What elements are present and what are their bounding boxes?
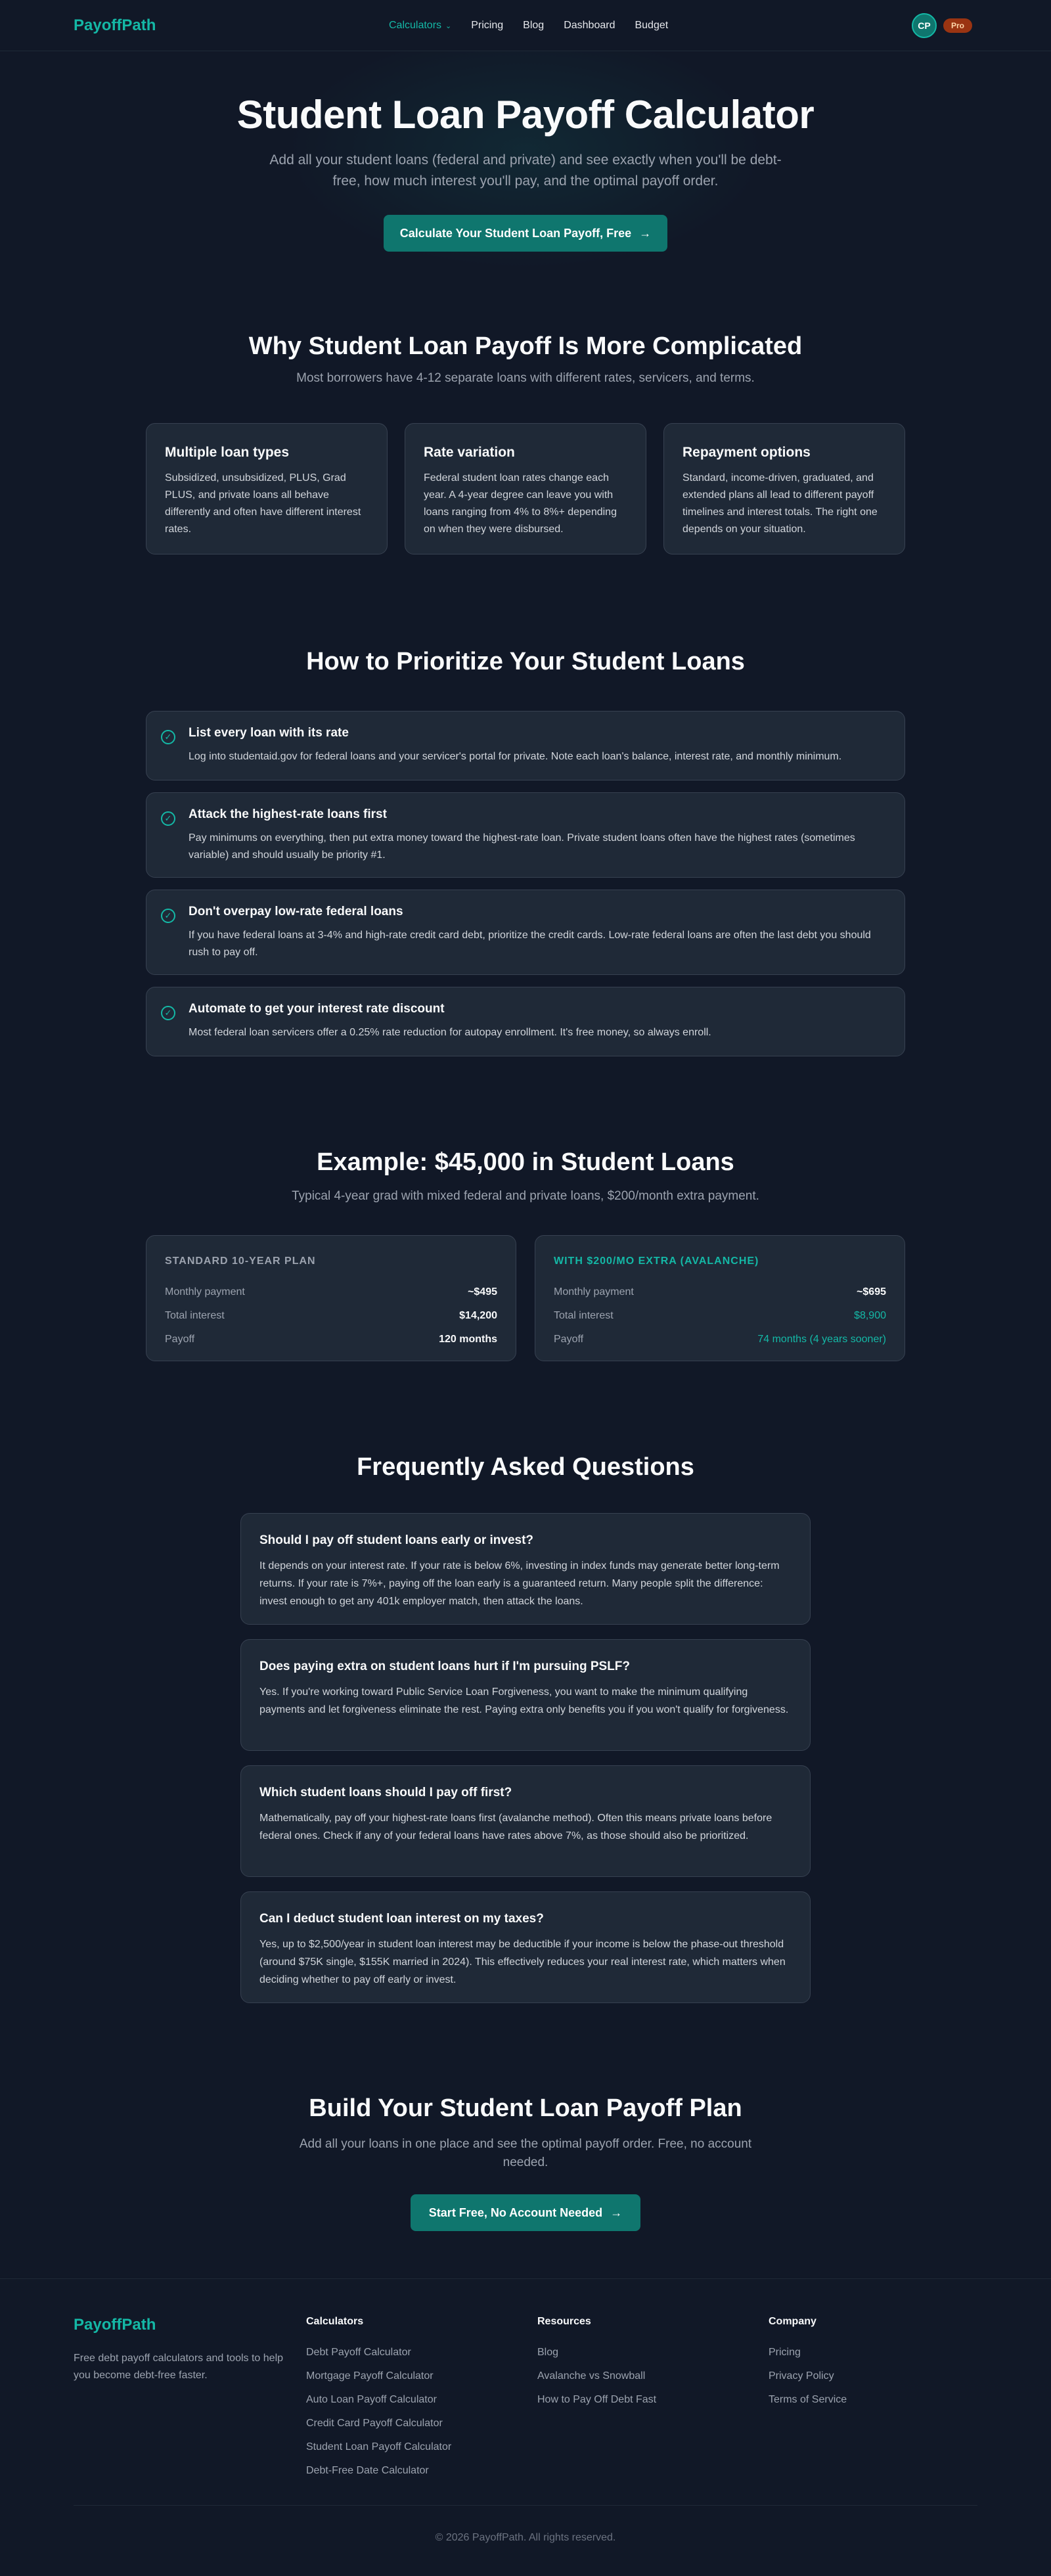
cta-subtitle: Add all your loans in one place and see the optimal payoff order. Free, no account needed. <box>299 2137 752 2169</box>
faq-title: Frequently Asked Questions <box>357 1453 694 1481</box>
plan-card-avalanche <box>535 1235 905 1361</box>
nav-account <box>912 0 972 51</box>
nav-links <box>389 0 668 51</box>
arrow-right-icon: → <box>639 226 652 240</box>
site-logo[interactable]: PayoffPath <box>74 16 156 34</box>
feature-card-title: Repayment options <box>682 445 811 460</box>
calculate-button[interactable] <box>384 215 667 252</box>
faq-item <box>240 1513 811 1625</box>
start-free-button[interactable] <box>411 2194 640 2231</box>
avatar[interactable]: CP <box>912 13 937 38</box>
nav-pricing[interactable]: Pricing <box>471 20 504 31</box>
footer <box>0 2278 1051 2576</box>
nav-budget[interactable]: Budget <box>635 20 669 31</box>
plan-row-value: 74 months (4 years sooner) <box>757 1334 886 1345</box>
footer-col-heading: Resources <box>537 2316 591 2327</box>
plan-row-label: Total interest <box>554 1310 614 1321</box>
footer-col-heading: Calculators <box>306 2316 364 2327</box>
feature-card-title: Rate variation <box>424 445 515 460</box>
plan-row <box>165 1280 497 1304</box>
step-card <box>146 711 905 780</box>
plan-row-label: Monthly payment <box>165 1286 245 1298</box>
footer-tagline: Free debt payoff calculators and tools to help you become debt-free faster. <box>74 2353 284 2381</box>
plan-row <box>554 1280 886 1304</box>
calculate-button-label: Calculate Your Student Loan Payoff, Free <box>399 226 632 240</box>
check-circle-icon: ✓ <box>161 1006 175 1020</box>
footer-link[interactable]: Auto Loan Payoff Calculator <box>306 2394 437 2405</box>
feature-card-body: Federal student loan rates change each year. A 4-year degree can leave you with loans ranging from 4% to 8%+ depending on when they were disbursed. <box>424 472 617 535</box>
step-card <box>146 890 905 975</box>
footer-logo[interactable]: PayoffPath <box>74 2316 156 2334</box>
pro-badge: Pro <box>943 18 972 33</box>
feature-card-body: Standard, income-driven, graduated, and extended plans all lead to different payoff timelines and interest totals. The right one depends on your situation. <box>682 472 878 535</box>
step-title: List every loan with its rate <box>189 726 349 740</box>
start-free-button-label: Start Free, No Account Needed <box>428 2205 603 2219</box>
plan-row-label: Monthly payment <box>554 1286 634 1298</box>
footer-link[interactable]: Pricing <box>769 2347 801 2358</box>
footer-col-calculators <box>306 2316 451 2488</box>
plan-row-value: 120 months <box>439 1334 497 1345</box>
faq-question: Should I pay off student loans early or invest? <box>259 1533 534 1547</box>
footer-link[interactable]: Blog <box>537 2347 559 2358</box>
step-body: If you have federal loans at 3-4% and high-rate credit card debt, prioritize the credit cards. Low-rate federal loans are often the last debt you should rush to pay off. <box>189 930 871 958</box>
faq-question: Does paying extra on student loans hurt if I'm pursuing PSLF? <box>259 1660 631 1673</box>
nav-calculators[interactable] <box>389 20 451 32</box>
plan-row-value: $14,200 <box>459 1310 497 1321</box>
copyright: © 2026 PayoffPath. All rights reserved. <box>435 2532 616 2543</box>
footer-link[interactable]: Debt-Free Date Calculator <box>306 2465 429 2476</box>
plan-heading: WITH $200/MO EXTRA (AVALANCHE) <box>554 1255 759 1267</box>
nav-dashboard[interactable]: Dashboard <box>564 20 615 31</box>
feature-card-body: Subsidized, unsubsidized, PLUS, Grad PLUS, and private loans all behave differently and often have different interest rates. <box>165 472 361 535</box>
step-body: Pay minimums on everything, then put extra money toward the highest-rate loan. Private student loans often have the highest rates (sometimes variable) and should usually be priority #1. <box>189 832 855 861</box>
page-title: Student Loan Payoff Calculator <box>236 93 815 137</box>
why-title: Why Student Loan Payoff Is More Complicated <box>248 332 803 360</box>
plan-card-standard <box>146 1235 516 1361</box>
faq-answer: Yes, up to $2,500/year in student loan interest may be deductible if your income is below the phase-out threshold (around $75K single, $155K married in 2024). This effectively reduces your real interest rate, which matters when deciding whether to pay off early or invest. <box>259 1939 786 1985</box>
arrow-right-icon: → <box>610 2205 623 2219</box>
faq-answer: Yes. If you're working toward Public Service Loan Forgiveness, you want to make the minimum qualifying payments and let forgiveness eliminate the rest. Paying extra only benefits you if you won't qualify for forgiveness. <box>259 1686 789 1715</box>
plan-row-label: Payoff <box>554 1334 584 1345</box>
plan-row-value: $8,900 <box>854 1310 886 1321</box>
cta-title: Build Your Student Loan Payoff Plan <box>309 2094 742 2122</box>
faq-question: Which student loans should I pay off first? <box>259 1786 512 1799</box>
step-card <box>146 987 905 1056</box>
plan-row-value: ~$495 <box>468 1286 497 1298</box>
footer-col-heading: Company <box>769 2316 816 2327</box>
step-body: Most federal loan servicers offer a 0.25% rate reduction for autopay enrollment. It's free money, so always enroll. <box>189 1027 711 1038</box>
step-card <box>146 792 905 878</box>
plan-row <box>165 1304 497 1328</box>
example-subtitle: Typical 4-year grad with mixed federal and private loans, $200/month extra payment. <box>292 1189 759 1203</box>
hero <box>0 51 1051 301</box>
plan-row <box>554 1328 886 1351</box>
step-title: Attack the highest-rate loans first <box>189 807 387 821</box>
faq-item <box>240 1639 811 1751</box>
footer-link[interactable]: Privacy Policy <box>769 2370 834 2382</box>
footer-link[interactable]: Avalanche vs Snowball <box>537 2370 646 2382</box>
step-body: Log into studentaid.gov for federal loans and your servicer's portal for private. Note each loan's balance, interest rate, and monthly minimum. <box>189 751 842 762</box>
nav-calculators-label: Calculators <box>389 20 442 31</box>
footer-link[interactable]: Terms of Service <box>769 2394 847 2405</box>
nav-blog[interactable]: Blog <box>523 20 545 31</box>
footer-divider <box>74 2505 977 2506</box>
footer-link[interactable]: How to Pay Off Debt Fast <box>537 2394 657 2405</box>
footer-link[interactable]: Debt Payoff Calculator <box>306 2347 411 2358</box>
example-title: Example: $45,000 in Student Loans <box>317 1148 734 1176</box>
footer-link[interactable]: Mortgage Payoff Calculator <box>306 2370 434 2382</box>
plan-row <box>554 1304 886 1328</box>
step-title: Automate to get your interest rate discount <box>189 1002 445 1016</box>
feature-card-title: Multiple loan types <box>165 445 290 460</box>
plan-row-value: ~$695 <box>857 1286 886 1298</box>
faq-answer: It depends on your interest rate. If your rate is below 6%, investing in index funds may generate better long-term returns. If your rate is 7%+, paying off the loan early is a guaranteed return. Many people split the difference: invest enough to get any 401k employer match, then attack the loans. <box>259 1560 780 1607</box>
step-title: Don't overpay low-rate federal loans <box>189 905 403 918</box>
faq-question: Can I deduct student loan interest on my taxes? <box>259 1912 544 1926</box>
footer-brand <box>74 2316 284 2384</box>
prioritize-title: How to Prioritize Your Student Loans <box>306 648 745 675</box>
plan-row-label: Payoff <box>165 1334 195 1345</box>
plan-heading: STANDARD 10-YEAR PLAN <box>165 1255 316 1267</box>
check-circle-icon: ✓ <box>161 909 175 923</box>
plan-row <box>165 1328 497 1351</box>
check-circle-icon: ✓ <box>161 811 175 826</box>
why-subtitle: Most borrowers have 4-12 separate loans with different rates, servicers, and terms. <box>296 371 755 385</box>
footer-link[interactable]: Credit Card Payoff Calculator <box>306 2418 443 2429</box>
chevron-down-icon: ⌄ <box>445 22 452 30</box>
footer-col-company <box>769 2316 847 2417</box>
check-circle-icon: ✓ <box>161 730 175 744</box>
faq-item <box>240 1765 811 1877</box>
footer-link[interactable]: Student Loan Payoff Calculator <box>306 2441 452 2452</box>
faq-item <box>240 1891 811 2003</box>
faq-answer: Mathematically, pay off your highest-rate loans first (avalanche method). Often this means private loans before federal ones. Check if any of your federal loans have rates above 7%, as those should also be prioritized. <box>259 1813 772 1842</box>
feature-card-loan-types <box>146 423 388 554</box>
plan-row-label: Total interest <box>165 1310 225 1321</box>
top-nav <box>0 0 1051 51</box>
footer-col-resources <box>537 2316 656 2417</box>
feature-card-repayment-options <box>663 423 905 554</box>
feature-card-rate-variation <box>405 423 646 554</box>
hero-subtitle: Add all your student loans (federal and private) and see exactly when you'll be debt-free, how much interest you'll pay, and the optimal payoff order. <box>269 152 782 189</box>
